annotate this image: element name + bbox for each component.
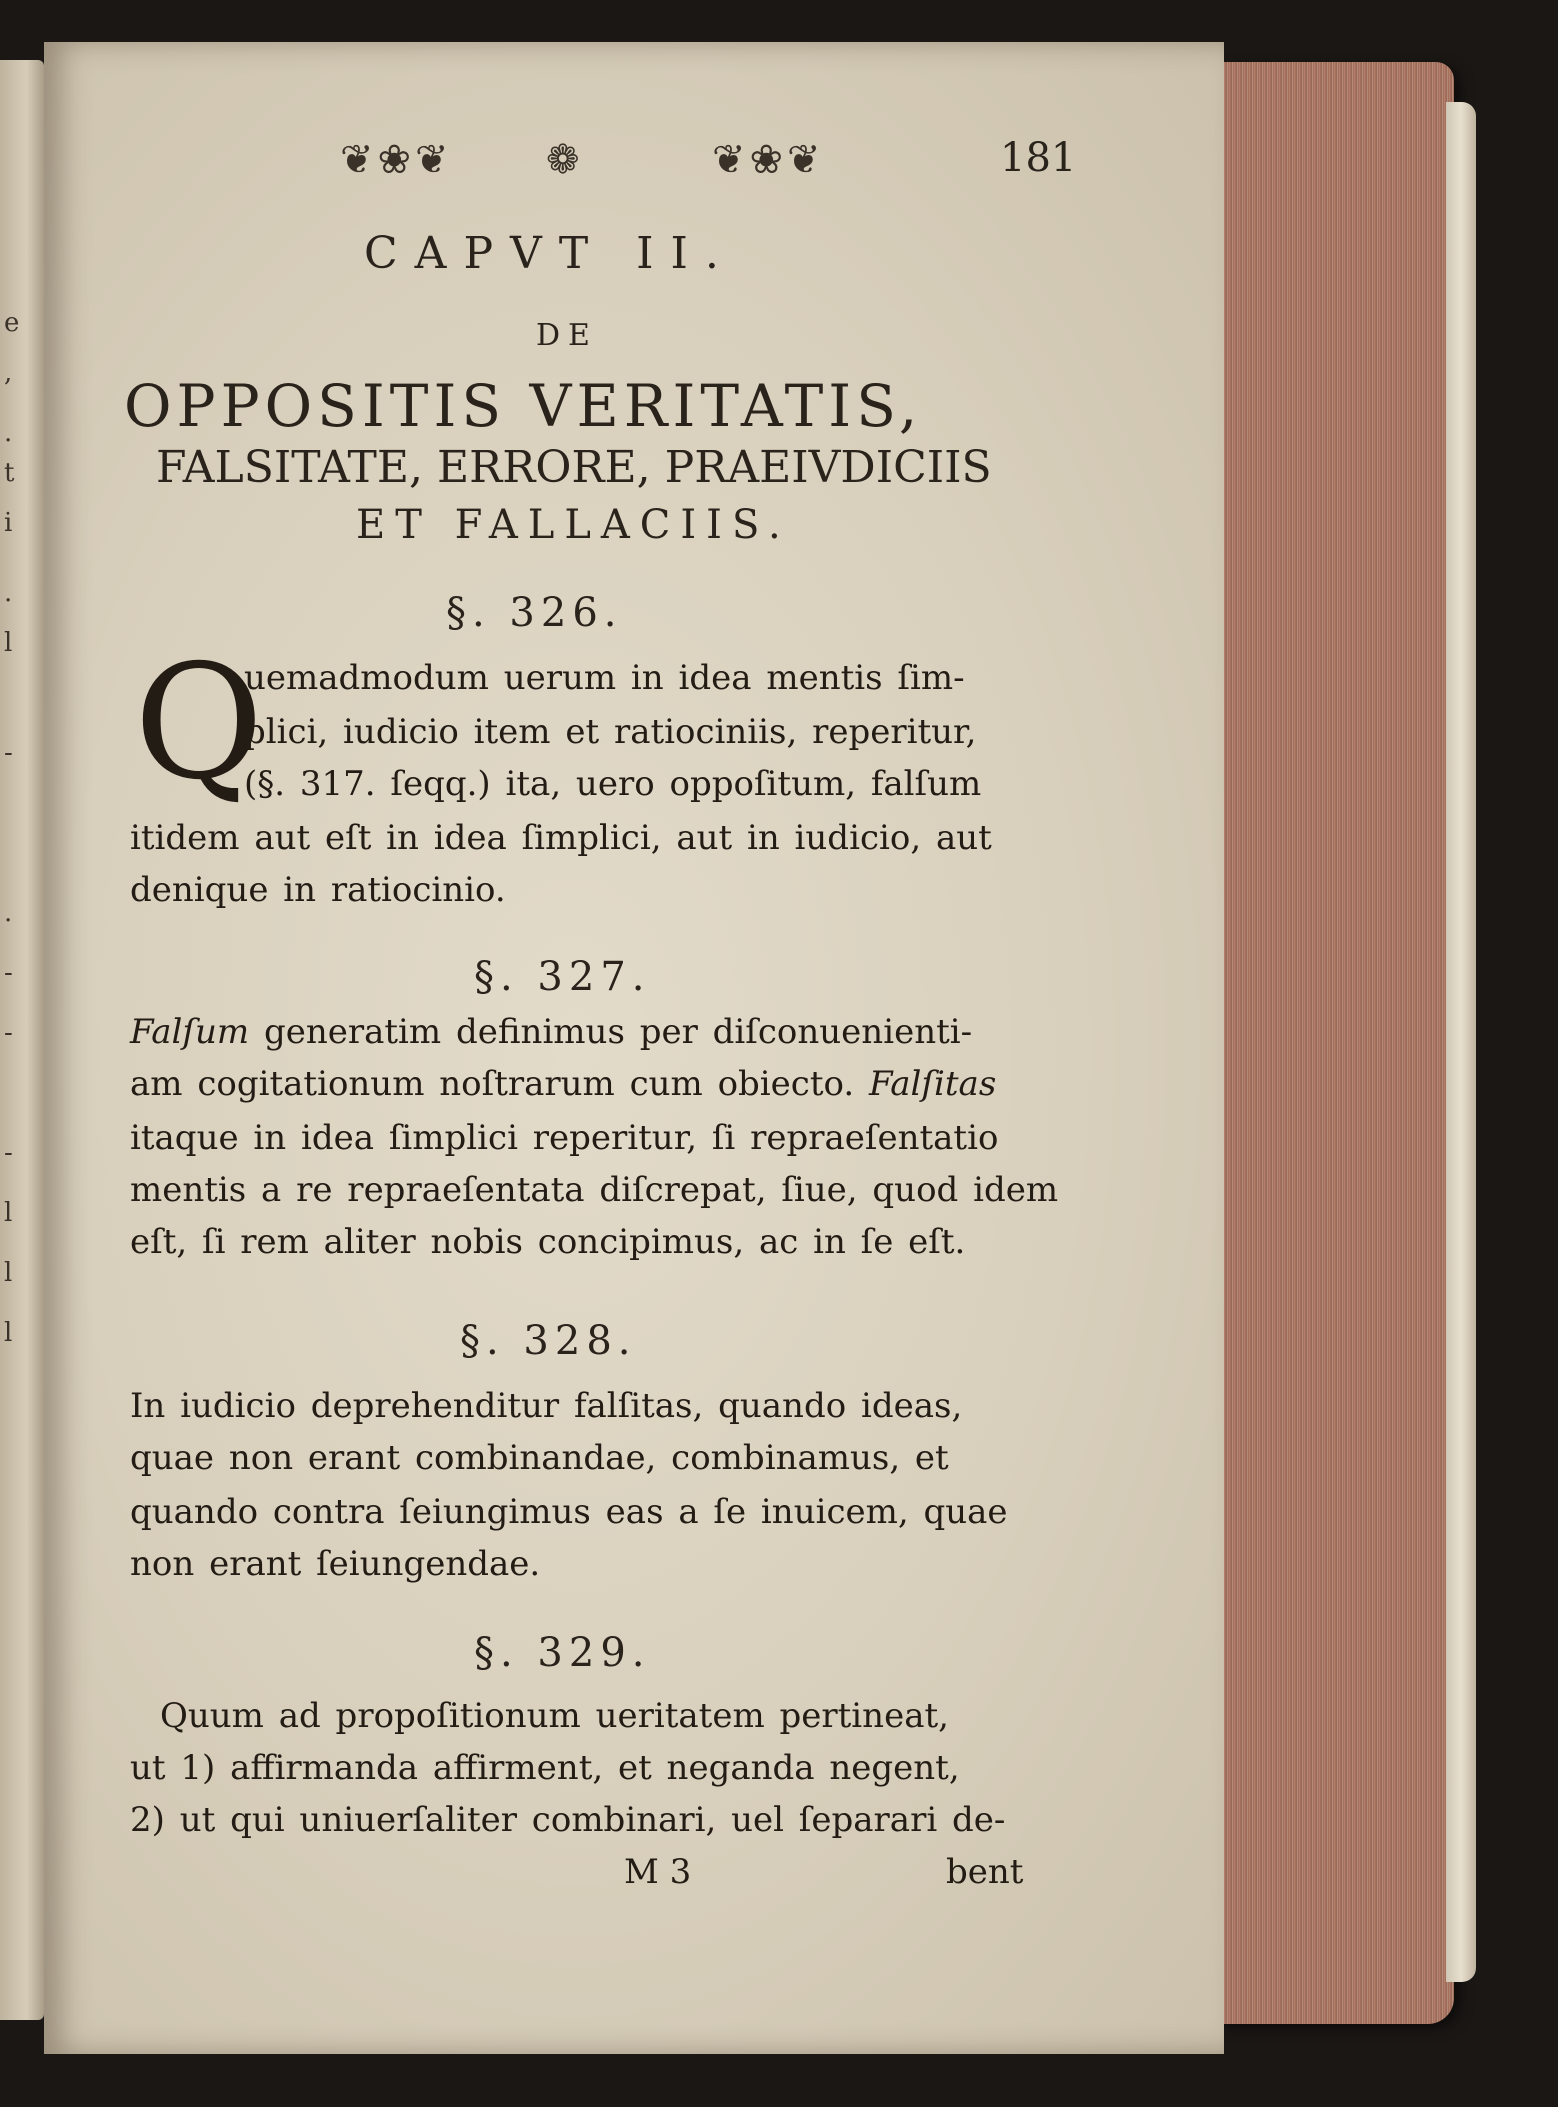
prev-mark: , [4,358,13,388]
prev-mark: l [4,628,13,658]
prev-mark: . [4,898,13,928]
book-page-block-edge [1218,62,1454,2024]
prev-mark: . [4,418,13,448]
title-line-1: OPPOSITIS VERITATIS, [124,372,923,440]
ornament-right: ❦❀❦ [712,137,825,183]
prev-mark: l [4,1318,13,1348]
paragraph-line [130,1012,972,1052]
paragraph-line: uemadmodum uerum in idea mentis ſim- [244,658,965,698]
prev-mark: - [4,1138,13,1168]
page-number: 181 [1000,135,1077,181]
paragraph-line: Quum ad propoſitionum ueritatem pertineat, [160,1696,949,1736]
paragraph-line: ut 1) affirmanda affirment, et neganda negent, [130,1748,960,1788]
paragraph-line: mentis a re repraeſentata diſcrepat, ſiue, quod idem [130,1170,1059,1210]
section-heading-329: §. 329. [474,1630,651,1676]
section-heading-328: §. 328. [460,1318,637,1364]
paragraph-line: itidem aut eſt in idea ſimplici, aut in iudicio, aut [130,818,992,858]
section-heading-326: §. 326. [446,590,623,636]
line-text: generatim definimus per diſconuenienti- [249,1012,973,1052]
paragraph-line: In iudicio deprehenditur falſitas, quando ideas, [130,1386,963,1426]
paragraph-line: denique in ratiocinio. [130,870,506,910]
prev-mark: t [4,458,15,488]
prev-mark: i [4,508,13,538]
ornament-left: ❦❀❦ [340,137,453,183]
prev-mark: l [4,1258,13,1288]
section-heading-327: §. 327. [474,954,651,1000]
chapter-heading: CAPVT II. [364,228,736,279]
prev-mark: . [4,578,13,608]
paragraph-line: eſt, ſi rem aliter nobis concipimus, ac in ſe eſt. [130,1222,966,1262]
paragraph-line: 2) ut qui uniuerſaliter combinari, uel ſeparari de- [130,1800,1006,1840]
paragraph-line: plici, iudicio item et ratiociniis, reperitur, [244,712,977,752]
line-text: am cogitationum noſtrarum cum obiecto. [130,1064,869,1104]
prev-mark: - [4,1018,13,1048]
drop-cap: Q [134,631,264,815]
ornament-center: ❁ [546,137,584,183]
prev-mark: e [4,308,20,338]
prev-mark: l [4,1198,13,1228]
italic-term: Falſitas [869,1064,997,1104]
paragraph-line: quando contra ſeiungimus eas a ſe inuicem, quae [130,1492,1008,1532]
paragraph-line: non erant ſeiungendae. [130,1544,541,1584]
previous-page-edge [0,60,44,2020]
prev-mark: - [4,738,13,768]
title-line-2: FALSITATE, ERRORE, PRAEIVDICIIS [156,442,992,493]
paragraph-line: itaque in idea ſimplici reperitur, ſi repraeſentatio [130,1118,999,1158]
title-de: DE [536,318,598,353]
italic-term: Falſum [130,1012,250,1052]
prev-mark: - [4,958,13,988]
title-line-3: ET FALLACIIS. [356,502,791,548]
signature-mark: M 3 [624,1852,692,1892]
paragraph-line [130,1064,996,1104]
paragraph-line: (§. 317. ſeqq.) ita, uero oppoſitum, falſum [244,764,982,804]
catchword: bent [946,1852,1024,1892]
paragraph-line: quae non erant combinandae, combinamus, et [130,1438,949,1478]
